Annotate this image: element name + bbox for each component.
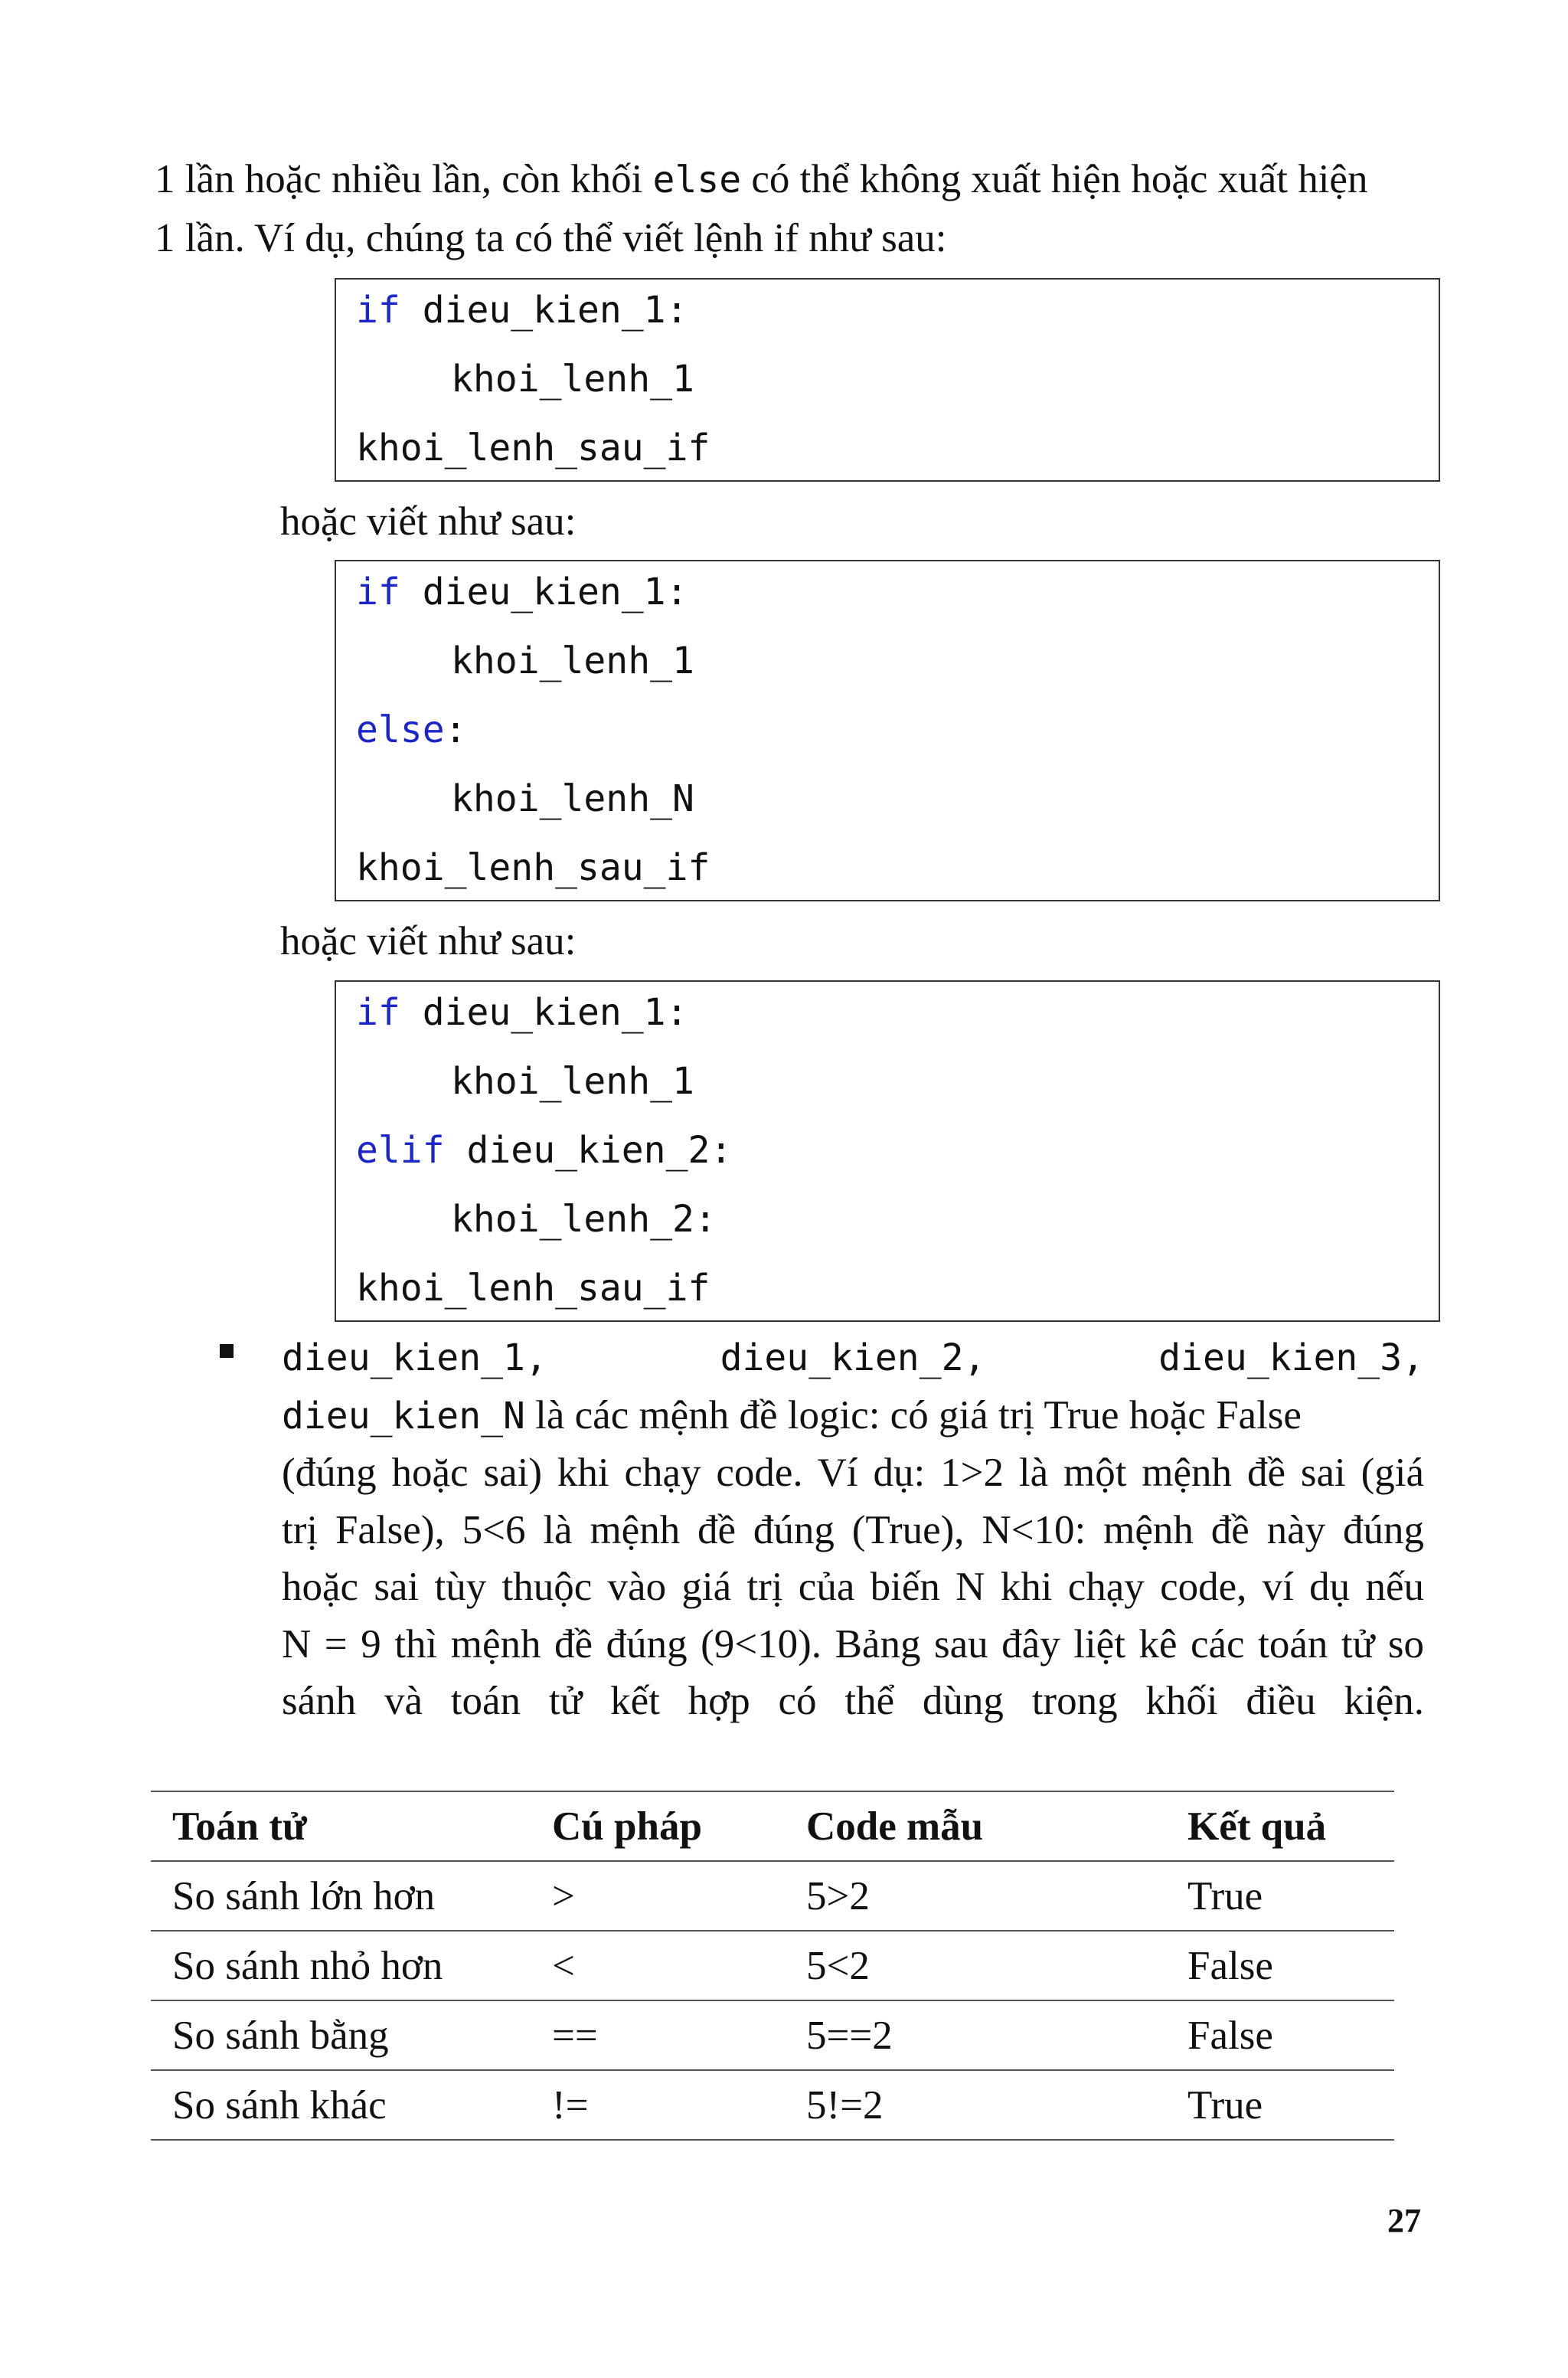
table-cell: True — [1166, 2070, 1394, 2140]
table-header-row — [151, 1791, 1394, 1861]
bullet-line-1: dieu_kien_1, dieu_kien_2, dieu_kien_3, — [282, 1336, 1424, 1379]
table-cell: So sánh nhỏ hơn — [151, 1931, 531, 2000]
table-cell: False — [1166, 1931, 1394, 2000]
bullet-paragraph — [282, 1329, 1424, 1730]
table-header-cell: Kết quả — [1166, 1791, 1394, 1861]
operators-table — [151, 1791, 1394, 2141]
table-header-cell: Toán tử — [151, 1791, 531, 1861]
table-cell: 5!=2 — [785, 2070, 1166, 2140]
table-cell: 5==2 — [785, 2000, 1166, 2070]
bullet-line-7: sánh và toán tử kết hợp có thể dùng trong khối điều kiện. — [282, 1679, 1424, 1723]
table-cell: False — [1166, 2000, 1394, 2070]
keyword-else: else — [356, 708, 445, 751]
page-number: 27 — [1387, 2202, 1421, 2239]
table-row — [151, 1931, 1394, 2000]
code-line: khoi_lenh_1 — [451, 1060, 694, 1103]
table-header-cell: Code mẫu — [785, 1791, 1166, 1861]
bullet-line-4: trị False), 5<6 là mệnh đề đúng (True), N<10: mệnh đề này đúng — [282, 1507, 1424, 1552]
table-cell: So sánh khác — [151, 2070, 531, 2140]
square-bullet-icon — [220, 1344, 234, 1358]
code-line: if dieu_kien_1: — [356, 289, 688, 332]
code-line: khoi_lenh_sau_if — [356, 427, 710, 469]
intro-line-1: 1 lần hoặc nhiều lần, còn khối else có thể không xuất hiện hoặc xuất hiện — [155, 157, 1368, 201]
table-cell: 5>2 — [785, 1861, 1166, 1931]
table-row — [151, 2070, 1394, 2140]
table-cell: 5<2 — [785, 1931, 1166, 2000]
code-line: khoi_lenh_2: — [451, 1198, 717, 1241]
table-row — [151, 1861, 1394, 1931]
bullet-line-2: dieu_kien_N là các mệnh đề logic: có giá trị True hoặc False — [282, 1392, 1302, 1438]
table-cell: == — [531, 2000, 785, 2070]
table-cell: != — [531, 2070, 785, 2140]
table-cell: > — [531, 1861, 785, 1931]
bullet-line-5: hoặc sai tùy thuộc vào giá trị của biến N khi chạy code, ví dụ nếu — [282, 1565, 1424, 1609]
code-line: if dieu_kien_1: — [356, 991, 688, 1034]
code-line: khoi_lenh_1 — [451, 358, 694, 401]
code-line: khoi_lenh_1 — [451, 639, 694, 682]
table-cell: So sánh lớn hơn — [151, 1861, 531, 1931]
table-cell: So sánh bằng — [151, 2000, 531, 2070]
code-line: khoi_lenh_sau_if — [356, 1267, 710, 1310]
code-line: khoi_lenh_sau_if — [356, 846, 710, 889]
table-cell: True — [1166, 1861, 1394, 1931]
lead-text: hoặc viết như sau: — [280, 499, 577, 544]
code-block-if-else — [335, 560, 1440, 901]
code-line: elif dieu_kien_2: — [356, 1129, 733, 1172]
inline-code-else: else — [652, 159, 742, 201]
table-cell: < — [531, 1931, 785, 2000]
keyword-if: if — [356, 289, 400, 332]
code-line: if dieu_kien_1: — [356, 571, 688, 613]
intro-paragraph — [155, 150, 1424, 267]
lead-text: hoặc viết như sau: — [280, 919, 577, 963]
code-line: else: — [356, 708, 467, 751]
code-line: khoi_lenh_N — [451, 777, 694, 820]
bullet-line-3: (đúng hoặc sai) khi chạy code. Ví dụ: 1>2 là một mệnh đề sai (giá — [282, 1451, 1424, 1495]
code-block-if-elif — [335, 980, 1440, 1322]
table-row — [151, 2000, 1394, 2070]
keyword-elif: elif — [356, 1129, 445, 1172]
keyword-if: if — [356, 571, 400, 613]
table-header-cell: Cú pháp — [531, 1791, 785, 1861]
intro-line-2: 1 lần. Ví dụ, chúng ta có thể viết lệnh if như sau: — [155, 216, 947, 260]
bullet-line-6: N = 9 thì mệnh đề đúng (9<10). Bảng sau đây liệt kê các toán tử so — [282, 1621, 1424, 1667]
keyword-if: if — [356, 991, 400, 1034]
code-block-if — [335, 278, 1440, 482]
